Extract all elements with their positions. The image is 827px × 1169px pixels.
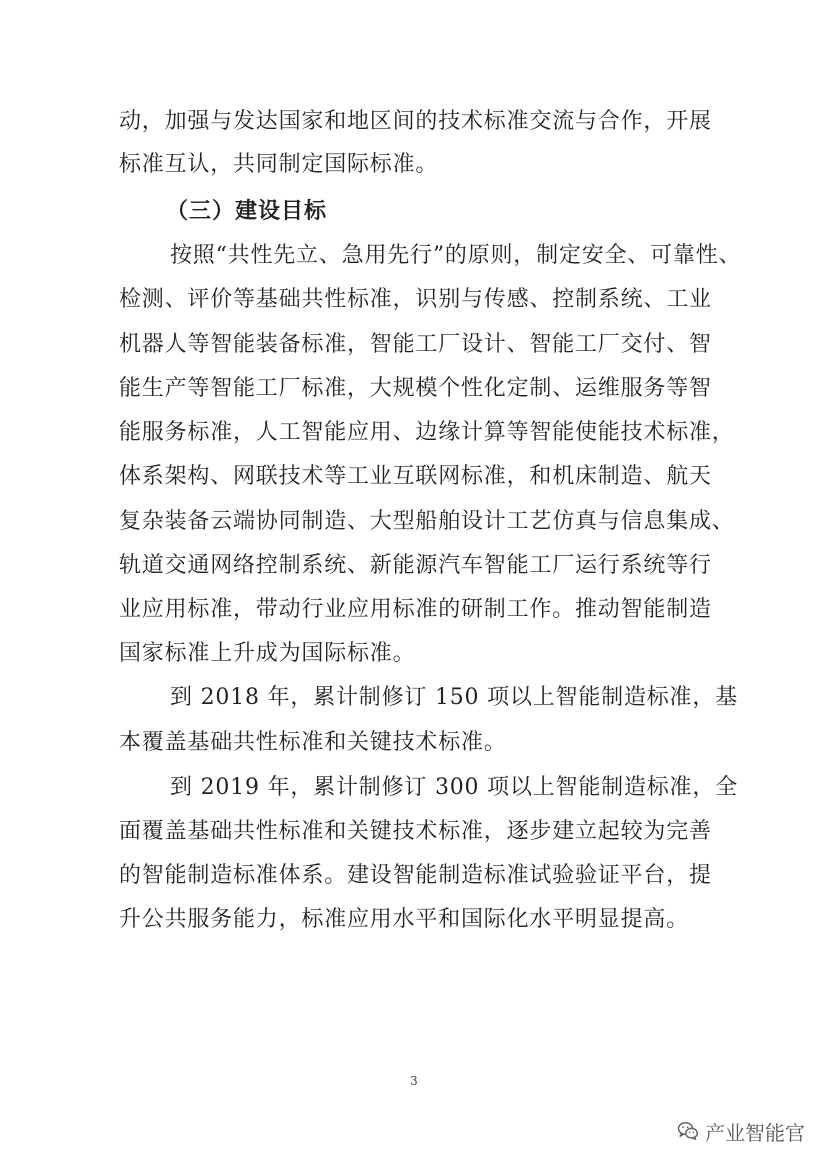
paragraph-line: 标准互认，共同制定国际标准。	[119, 152, 439, 177]
watermark	[677, 1117, 805, 1145]
paragraph-line: 到 2018 年，累计制修订 150 项以上智能制造标准，基	[170, 685, 738, 710]
paragraph-line: 机器人等智能装备标准，智能工厂设计、智能工厂交付、智	[119, 332, 712, 357]
paragraph-line: 检测、评价等基础共性标准，识别与传感、控制系统、工业	[119, 287, 712, 312]
page-number: 3	[410, 1074, 418, 1088]
paragraph-line: 面覆盖基础共性标准和关键技术标准，逐步建立起较为完善	[119, 819, 712, 844]
paragraph-line: 本覆盖基础共性标准和关键技术标准。	[119, 730, 507, 755]
paragraph-line: 的智能制造标准体系。建设智能制造标准试验验证平台，提	[119, 863, 712, 888]
paragraph-line: 业应用标准，带动行业应用标准的研制工作。推动智能制造	[119, 597, 712, 622]
paragraph-line: 体系架构、网联技术等工业互联网标准，和机床制造、航天	[119, 464, 712, 489]
paragraph-line: 国家标准上升成为国际标准。	[119, 641, 416, 666]
section-heading: （三）建设目标	[166, 198, 328, 224]
paragraph-line: 复杂装备云端协同制造、大型船舶设计工艺仿真与信息集成、	[119, 509, 735, 534]
watermark-text: 产业智能官	[705, 1120, 805, 1145]
paragraph-line: 能生产等智能工厂标准，大规模个性化定制、运维服务等智	[119, 376, 712, 401]
paragraph-line: 动，加强与发达国家和地区间的技术标准交流与合作，开展	[119, 109, 712, 134]
paragraph-line: 升公共服务能力，标准应用水平和国际化水平明显提高。	[119, 907, 690, 932]
paragraph-line: 轨道交通网络控制系统、新能源汽车智能工厂运行系统等行	[119, 553, 712, 578]
paragraph-line: 能服务标准，人工智能应用、边缘计算等智能使能技术标准，	[119, 420, 735, 445]
wechat-icon	[677, 1121, 699, 1141]
paragraph-line: 按照“共性先立、急用先行”的原则，制定安全、可靠性、	[170, 243, 742, 268]
paragraph-line: 到 2019 年，累计制修订 300 项以上智能制造标准，全	[170, 775, 738, 800]
